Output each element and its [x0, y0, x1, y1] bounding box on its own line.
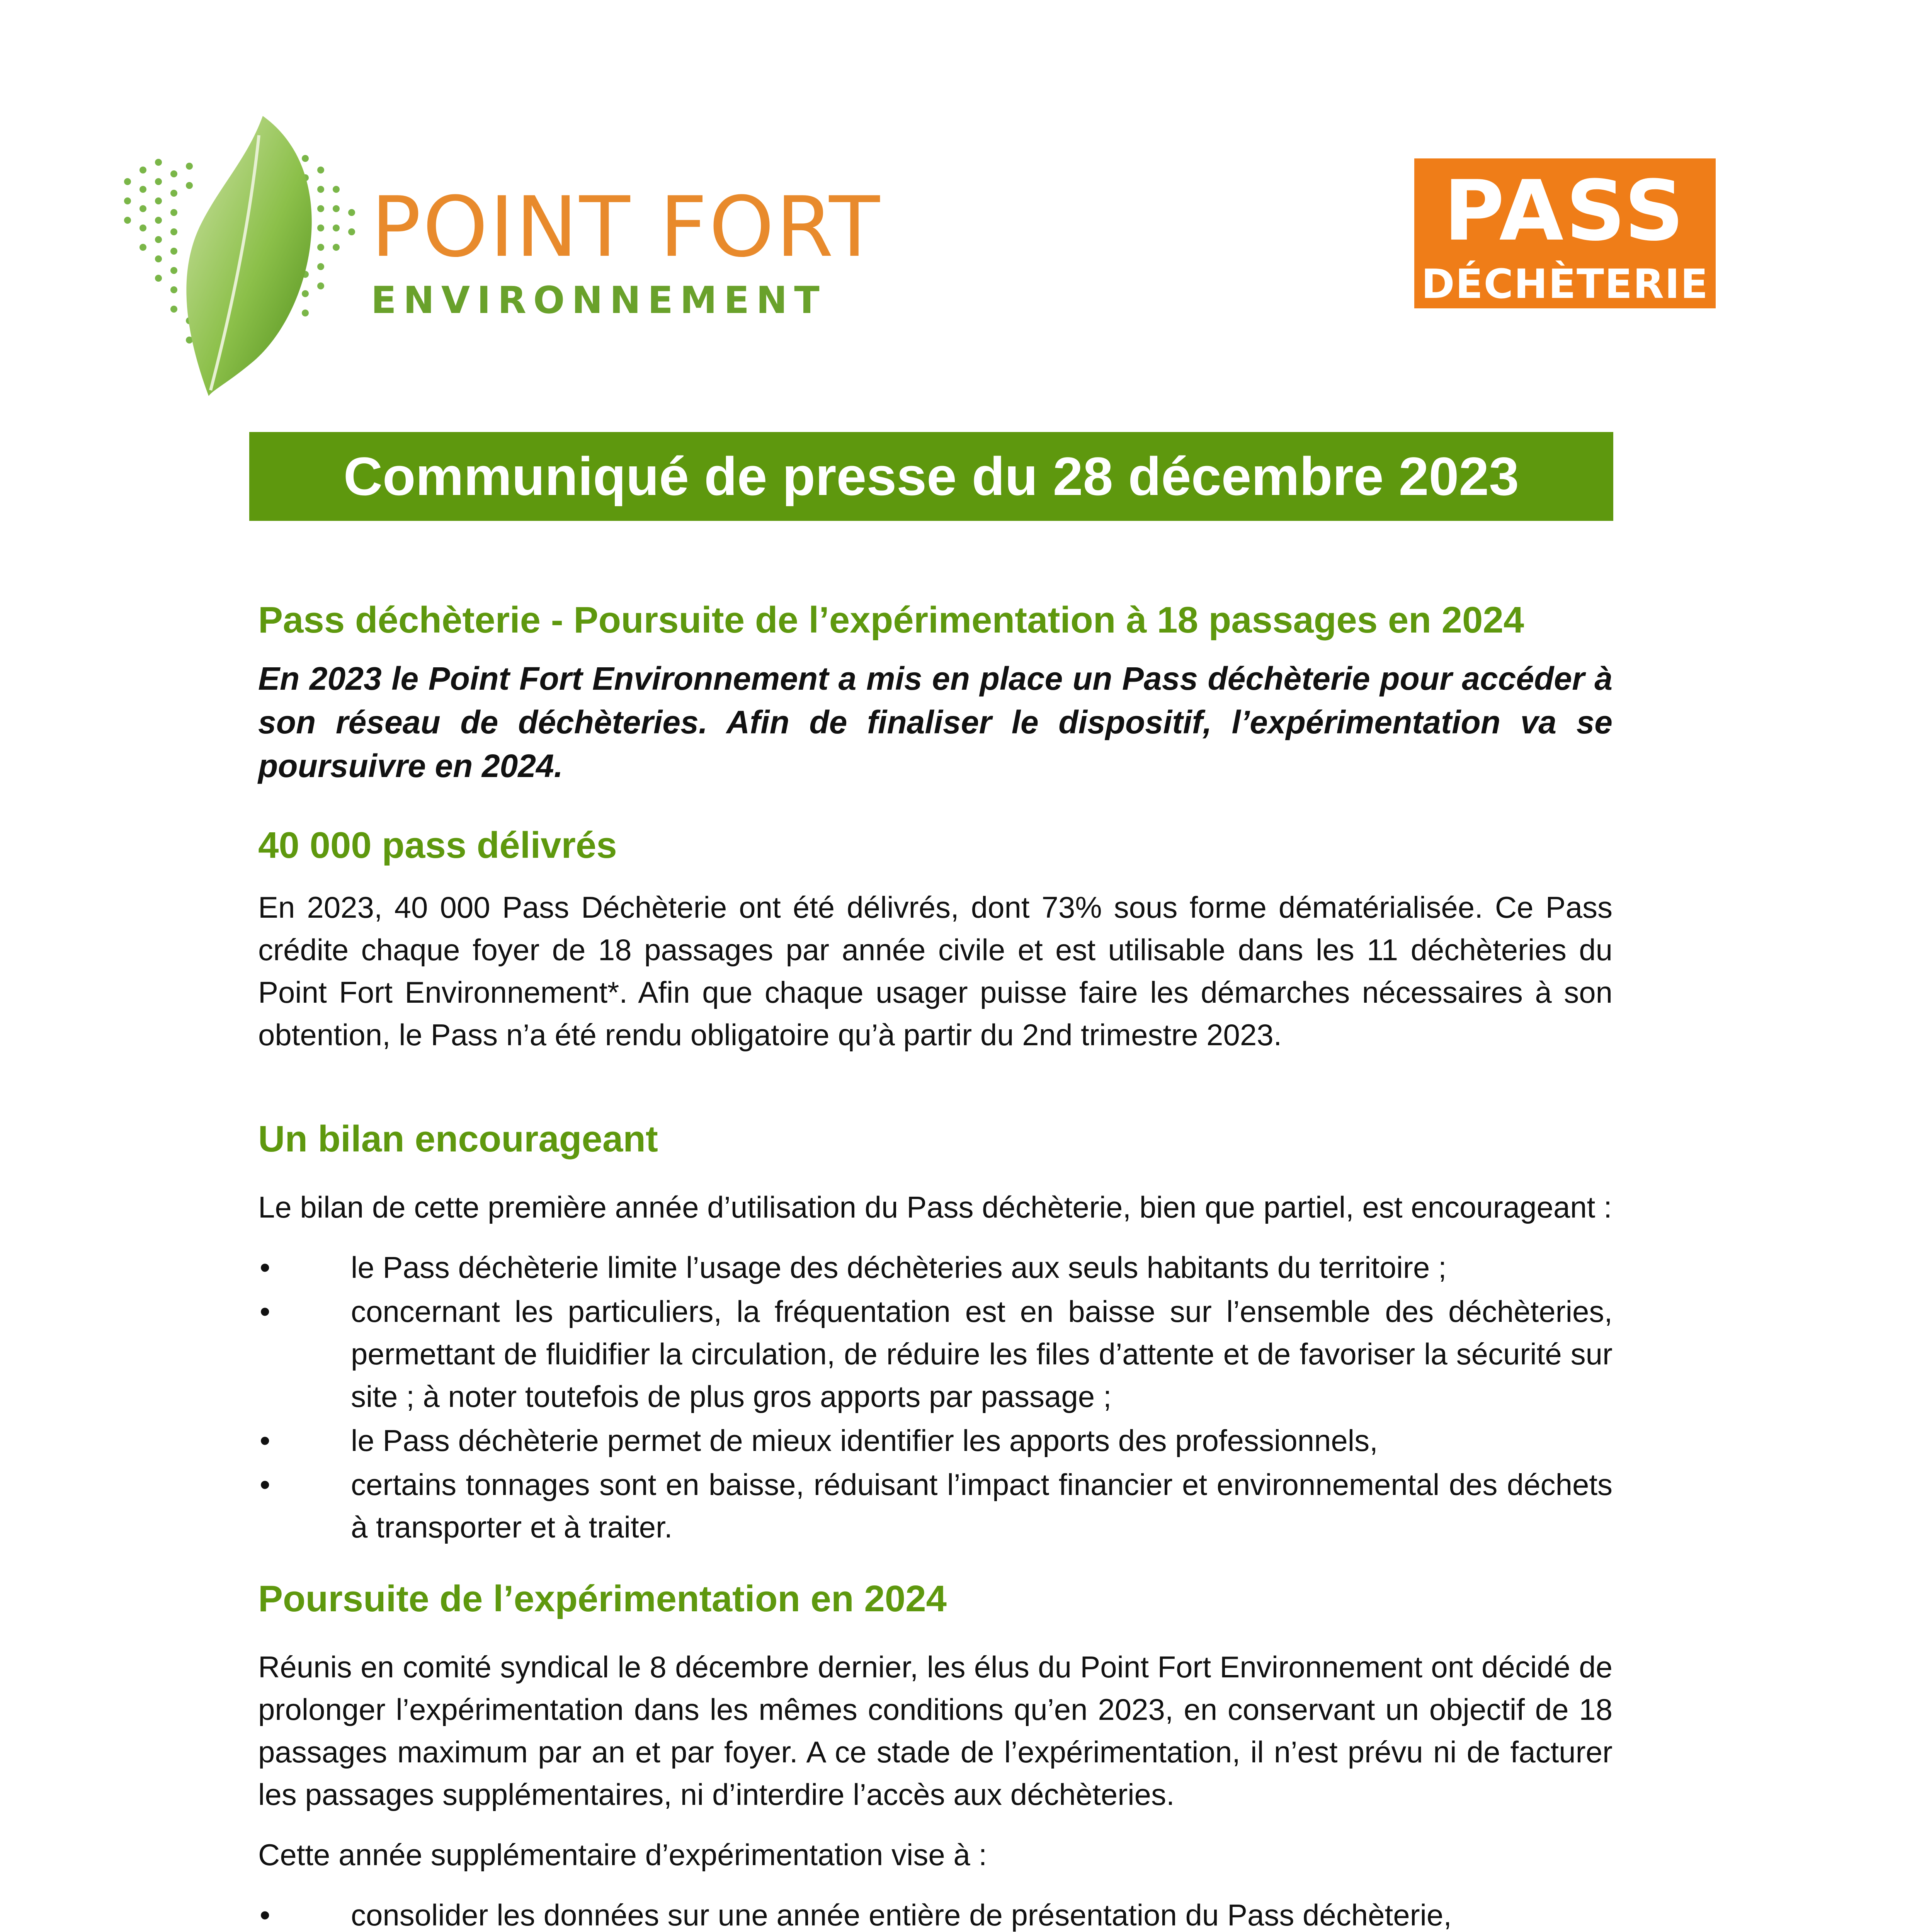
section-intro-bilan: Le bilan de cette première année d’utilisation du Pass déchèterie, bien que partiel, est encourageant : [258, 1190, 1612, 1224]
leaf-dots-icon [112, 112, 359, 398]
list-item-text: le Pass déchèterie permet de mieux identifier les apports des professionnels, [351, 1423, 1378, 1458]
article-lead: En 2023 le Point Fort Environnement a mis en place un Pass déchèterie pour accéder à son réseau de déchèteries. Afin de finaliser le dispositif, l’expérimentation va se poursuivre en 2024. [258, 660, 1613, 784]
bullet-icon: • [260, 1468, 270, 1502]
list-item [258, 1894, 1613, 1932]
list-item-text: certains tonnages sont en baisse, réduisant l’impact financier et environnemental des déchets à transporter et à traiter. [351, 1468, 1613, 1544]
list-item [258, 1246, 1613, 1289]
bullet-icon: • [260, 1423, 270, 1458]
section-heading-poursuite: Poursuite de l’expérimentation en 2024 [258, 1578, 947, 1619]
list-item [258, 1290, 1613, 1418]
poursuite-bullet-list [258, 1894, 1613, 1932]
section-body-poursuite: Réunis en comité syndical le 8 décembre dernier, les élus du Point Fort Environnement ont décidé de prolonger l’expérimentation dans les mêmes conditions qu’en 2023, en conservant un objectif de 18 passages maximum par an et par foyer. A ce stade de l’expérimentation, il n’est prévu ni de facturer les passages supplémentaires, ni d’interdire l’accès aux déchèteries. [258, 1650, 1613, 1811]
brand-name: POINT FORT [371, 179, 881, 276]
section-heading-pass-delivered: 40 000 pass délivrés [258, 825, 617, 866]
section-intro-poursuite: Cette année supplémentaire d’expérimentation vise à : [258, 1838, 987, 1872]
bullet-icon: • [260, 1294, 270, 1328]
list-item [258, 1419, 1613, 1462]
brand-subtitle: ENVIRONNEMENT [371, 279, 827, 322]
list-item-text: consolider les données sur une année entière de présentation du Pass déchèterie, [351, 1898, 1452, 1932]
bullet-icon: • [260, 1250, 270, 1284]
badge-title: PASS [1443, 162, 1687, 259]
section-heading-bilan: Un bilan encourageant [258, 1118, 658, 1160]
list-item-text: le Pass déchèterie limite l’usage des déchèteries aux seuls habitants du territoire ; [351, 1250, 1447, 1284]
list-item [258, 1463, 1613, 1548]
bilan-bullet-list [258, 1246, 1613, 1548]
article-headline: Pass déchèterie - Poursuite de l’expérimentation à 18 passages en 2024 [258, 599, 1524, 641]
section-body-pass-delivered: En 2023, 40 000 Pass Déchèterie ont été délivrés, dont 73% sous forme dématérialisée. Ce Pass crédite chaque foyer de 18 passages par année civile et est utilisable dans les 11 déchèteries du Point Fort Environnement*. Afin que chaque usager puisse faire les démarches nécessaires à son obtention, le Pass n’a été rendu obligatoire qu’à partir du 2nd trimestre 2023. [258, 890, 1613, 1052]
article-body [258, 595, 1613, 1932]
pass-dechetterie-badge [1414, 158, 1716, 308]
press-release-banner [249, 432, 1613, 521]
brand-logo-text [371, 179, 881, 322]
badge-subtitle: DÉCHÈTERIE [1421, 260, 1709, 308]
list-item-text: concernant les particuliers, la fréquentation est en baisse sur l’ensemble des déchèteries, permettant de fluidifier la circulation, de réduire les files d’attente et de favoriser la sécurité sur site ; à noter toutefois de plus gros apports par passage ; [351, 1294, 1613, 1413]
bullet-icon: • [260, 1898, 270, 1932]
page-title: Communiqué de presse du 28 décembre 2023 [343, 446, 1519, 507]
